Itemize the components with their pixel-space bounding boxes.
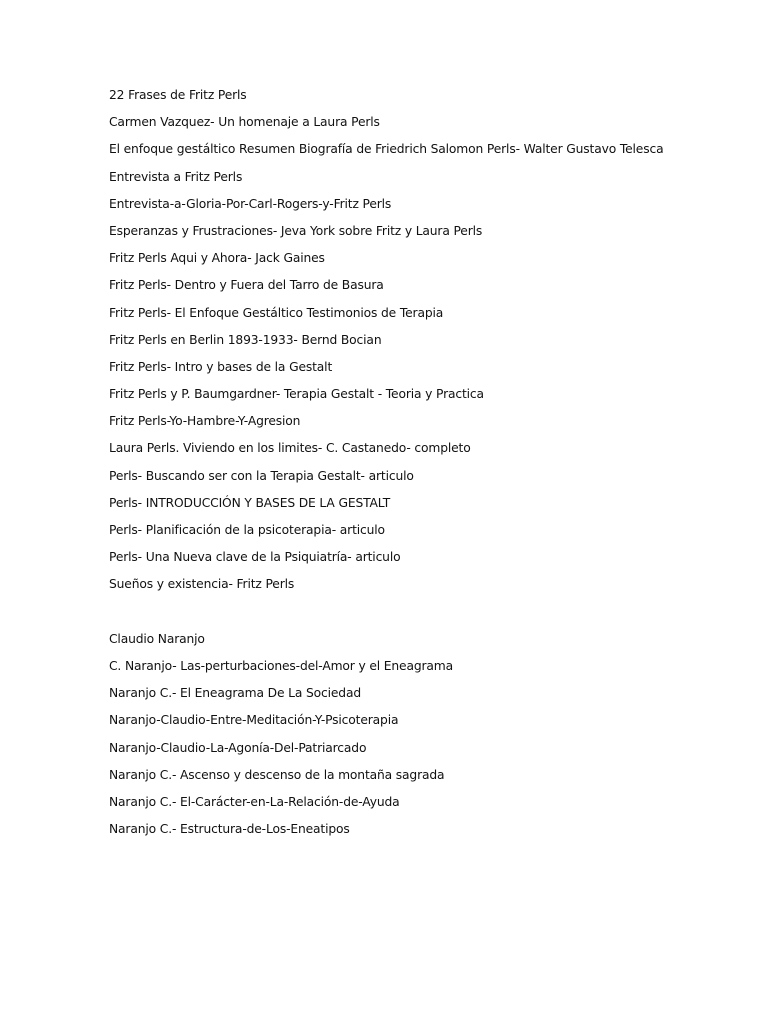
perls-section: [109, 82, 729, 599]
list-item: Perls- Planificación de la psicoterapia- articulo: [109, 523, 385, 537]
list-item: Sueños y existencia- Fritz Perls: [109, 577, 295, 592]
list-item: Fritz Perls- Dentro y Fuera del Tarro de Basura: [109, 278, 384, 293]
list-item: Fritz Perls y P. Baumgardner- Terapia Gestalt - Teoria y Practica: [109, 387, 484, 402]
section-spacer: [109, 599, 729, 626]
list-item: Fritz Perls Aqui y Ahora- Jack Gaines: [109, 251, 325, 266]
list-item: Entrevista-a-Gloria-Por-Carl-Rogers-y-Fritz Perls: [109, 196, 392, 211]
list-item: C. Naranjo- Las-perturbaciones-del-Amor y el Eneagrama: [109, 658, 453, 673]
list-item: Perls- Buscando ser con la Terapia Gestalt- articulo: [109, 468, 414, 483]
list-item: Naranjo C.- El-Carácter-en-La-Relación-de-Ayuda: [109, 794, 400, 809]
section-title-perls: 22 Frases de Fritz Perls: [109, 88, 247, 102]
list-item: Fritz Perls en Berlin 1893-1933- Bernd Bocian: [109, 332, 382, 347]
list-item: Fritz Perls-Yo-Hambre-Y-Agresion: [109, 414, 301, 429]
list-item: Carmen Vazquez- Un homenaje a Laura Perls: [109, 115, 380, 130]
list-item: Naranjo C.- Ascenso y descenso de la montaña sagrada: [109, 767, 445, 782]
document-content: [109, 82, 729, 843]
list-item: Esperanzas y Frustraciones- Jeva York sobre Fritz y Laura Perls: [109, 223, 483, 238]
list-item: El enfoque gestáltico Resumen Biografía de Friedrich Salomon Perls- Walter Gustavo Telesca: [109, 142, 664, 157]
list-item: Naranjo-Claudio-La-Agonía-Del-Patriarcado: [109, 740, 367, 755]
list-item: Entrevista a Fritz Perls: [109, 169, 243, 184]
naranjo-section: [109, 626, 729, 844]
list-item: Fritz Perls- Intro y bases de la Gestalt: [109, 359, 333, 374]
list-item: Laura Perls. Viviendo en los limites- C. Castanedo- completo: [109, 441, 471, 456]
list-item: Perls- INTRODUCCIÓN Y BASES DE LA GESTALT: [109, 495, 391, 510]
list-item: Naranjo C.- El Eneagrama De La Sociedad: [109, 686, 361, 701]
list-item: Perls- Una Nueva clave de la Psiquiatría- articulo: [109, 550, 401, 565]
list-item: Naranjo C.- Estructura-de-Los-Eneatipos: [109, 822, 350, 837]
list-item: Naranjo-Claudio-Entre-Meditación-Y-Psicoterapia: [109, 713, 399, 728]
section-title-naranjo: Claudio Naranjo: [109, 631, 205, 646]
list-item: Fritz Perls- El Enfoque Gestáltico Testimonios de Terapia: [109, 305, 444, 320]
